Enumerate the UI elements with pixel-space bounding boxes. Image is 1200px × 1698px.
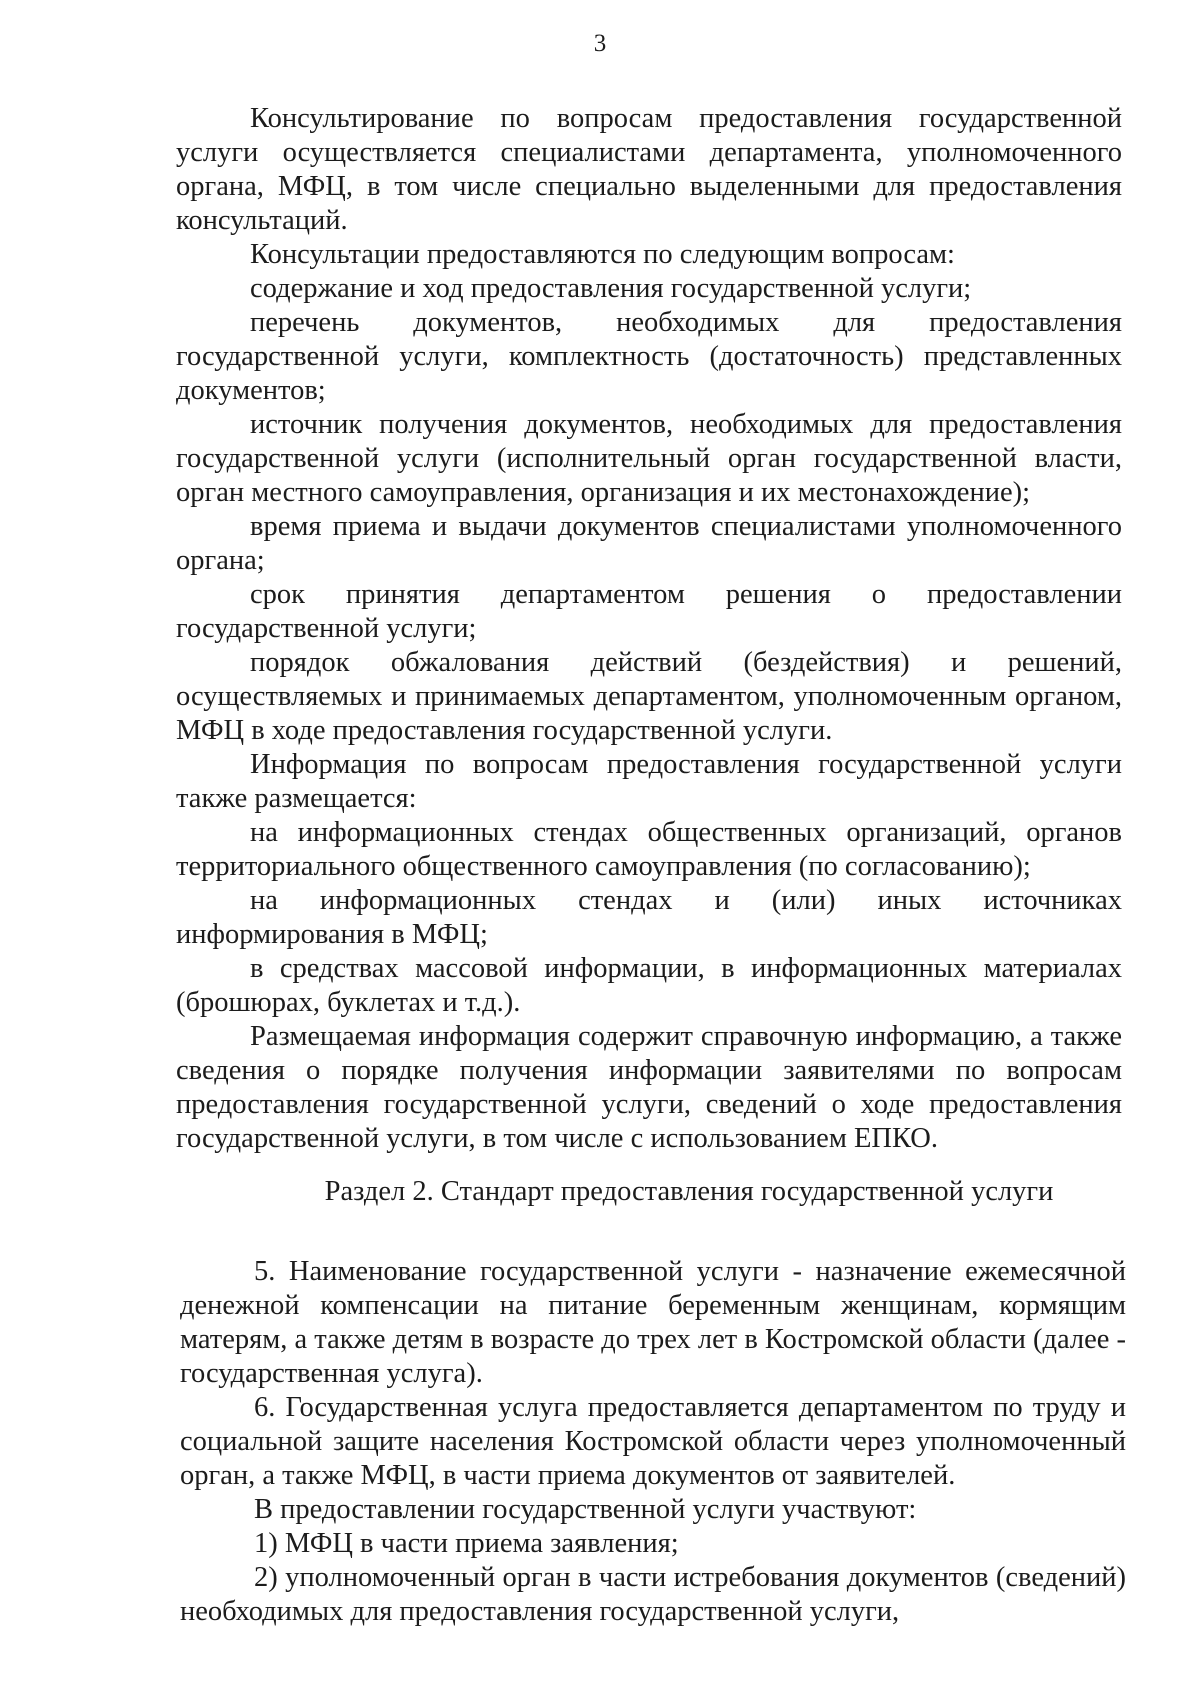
section-heading: Раздел 2. Стандарт предоставления государственной услуги — [324, 1176, 1054, 1207]
paragraph: Консультации предоставляются по следующим вопросам: — [250, 239, 955, 270]
paragraph: на информационных стендах общественных организаций, органов территориального общественного самоуправления (по согласованию); — [176, 817, 1122, 882]
paragraph: порядок обжалования действий (бездействия) и решений, осуществляемых и принимаемых департаментом, уполномоченным органом, МФЦ в ходе предоставления государственной услуги. — [176, 647, 1122, 746]
paragraph: Информация по вопросам предоставления государственной услуги также размещается: — [176, 749, 1122, 814]
paragraph: срок принятия департаментом решения о предоставлении государственной услуги; — [176, 579, 1122, 644]
paragraph: Консультирование по вопросам предоставления государственной услуги осуществляется специалистами департамента, уполномоченного органа, МФЦ, в том числе специально выделенными для предоставления консультаций. — [176, 103, 1122, 236]
paragraph: перечень документов, необходимых для предоставления государственной услуги, комплектность (достаточность) представленных документов; — [176, 307, 1122, 406]
top-text-block — [176, 102, 1122, 1156]
paragraph: 6. Государственная услуга предоставляется департаментом по труду и социальной защите населения Костромской области через уполномоченный орган, а также МФЦ, в части приема документов от заявителей. — [180, 1392, 1126, 1491]
bottom-text-block — [180, 1255, 1126, 1629]
paragraph: содержание и ход предоставления государственной услуги; — [250, 273, 972, 304]
paragraph: Размещаемая информация содержит справочную информацию, а также сведения о порядке получения информации заявителями по вопросам предоставления государственной услуги, сведений о ходе предоставления государственной услуги, в том числе с использованием ЕПКО. — [176, 1021, 1122, 1154]
paragraph: время приема и выдачи документов специалистами уполномоченного органа; — [176, 511, 1122, 576]
paragraph: 2) уполномоченный орган в части истребования документов (сведений) необходимых для предоставления государственной услуги, — [180, 1562, 1126, 1627]
page-number: 3 — [593, 30, 607, 57]
paragraph: в средствах массовой информации, в информационных материалах (брошюрах, буклетах и т.д.). — [176, 953, 1122, 1018]
paragraph: источник получения документов, необходимых для предоставления государственной услуги (исполнительный орган государственной власти, орган местного самоуправления, организация и их местонахождение); — [176, 409, 1122, 508]
paragraph: В предоставлении государственной услуги участвуют: — [254, 1494, 917, 1525]
paragraph: 1) МФЦ в части приема заявления; — [254, 1528, 679, 1559]
paragraph: 5. Наименование государственной услуги - назначение ежемесячной денежной компенсации на питание беременным женщинам, кормящим матерям, а также детям в возрасте до трех лет в Костромской области (далее - государственная услуга). — [180, 1256, 1126, 1389]
paragraph: на информационных стендах и (или) иных источниках информирования в МФЦ; — [176, 885, 1122, 950]
